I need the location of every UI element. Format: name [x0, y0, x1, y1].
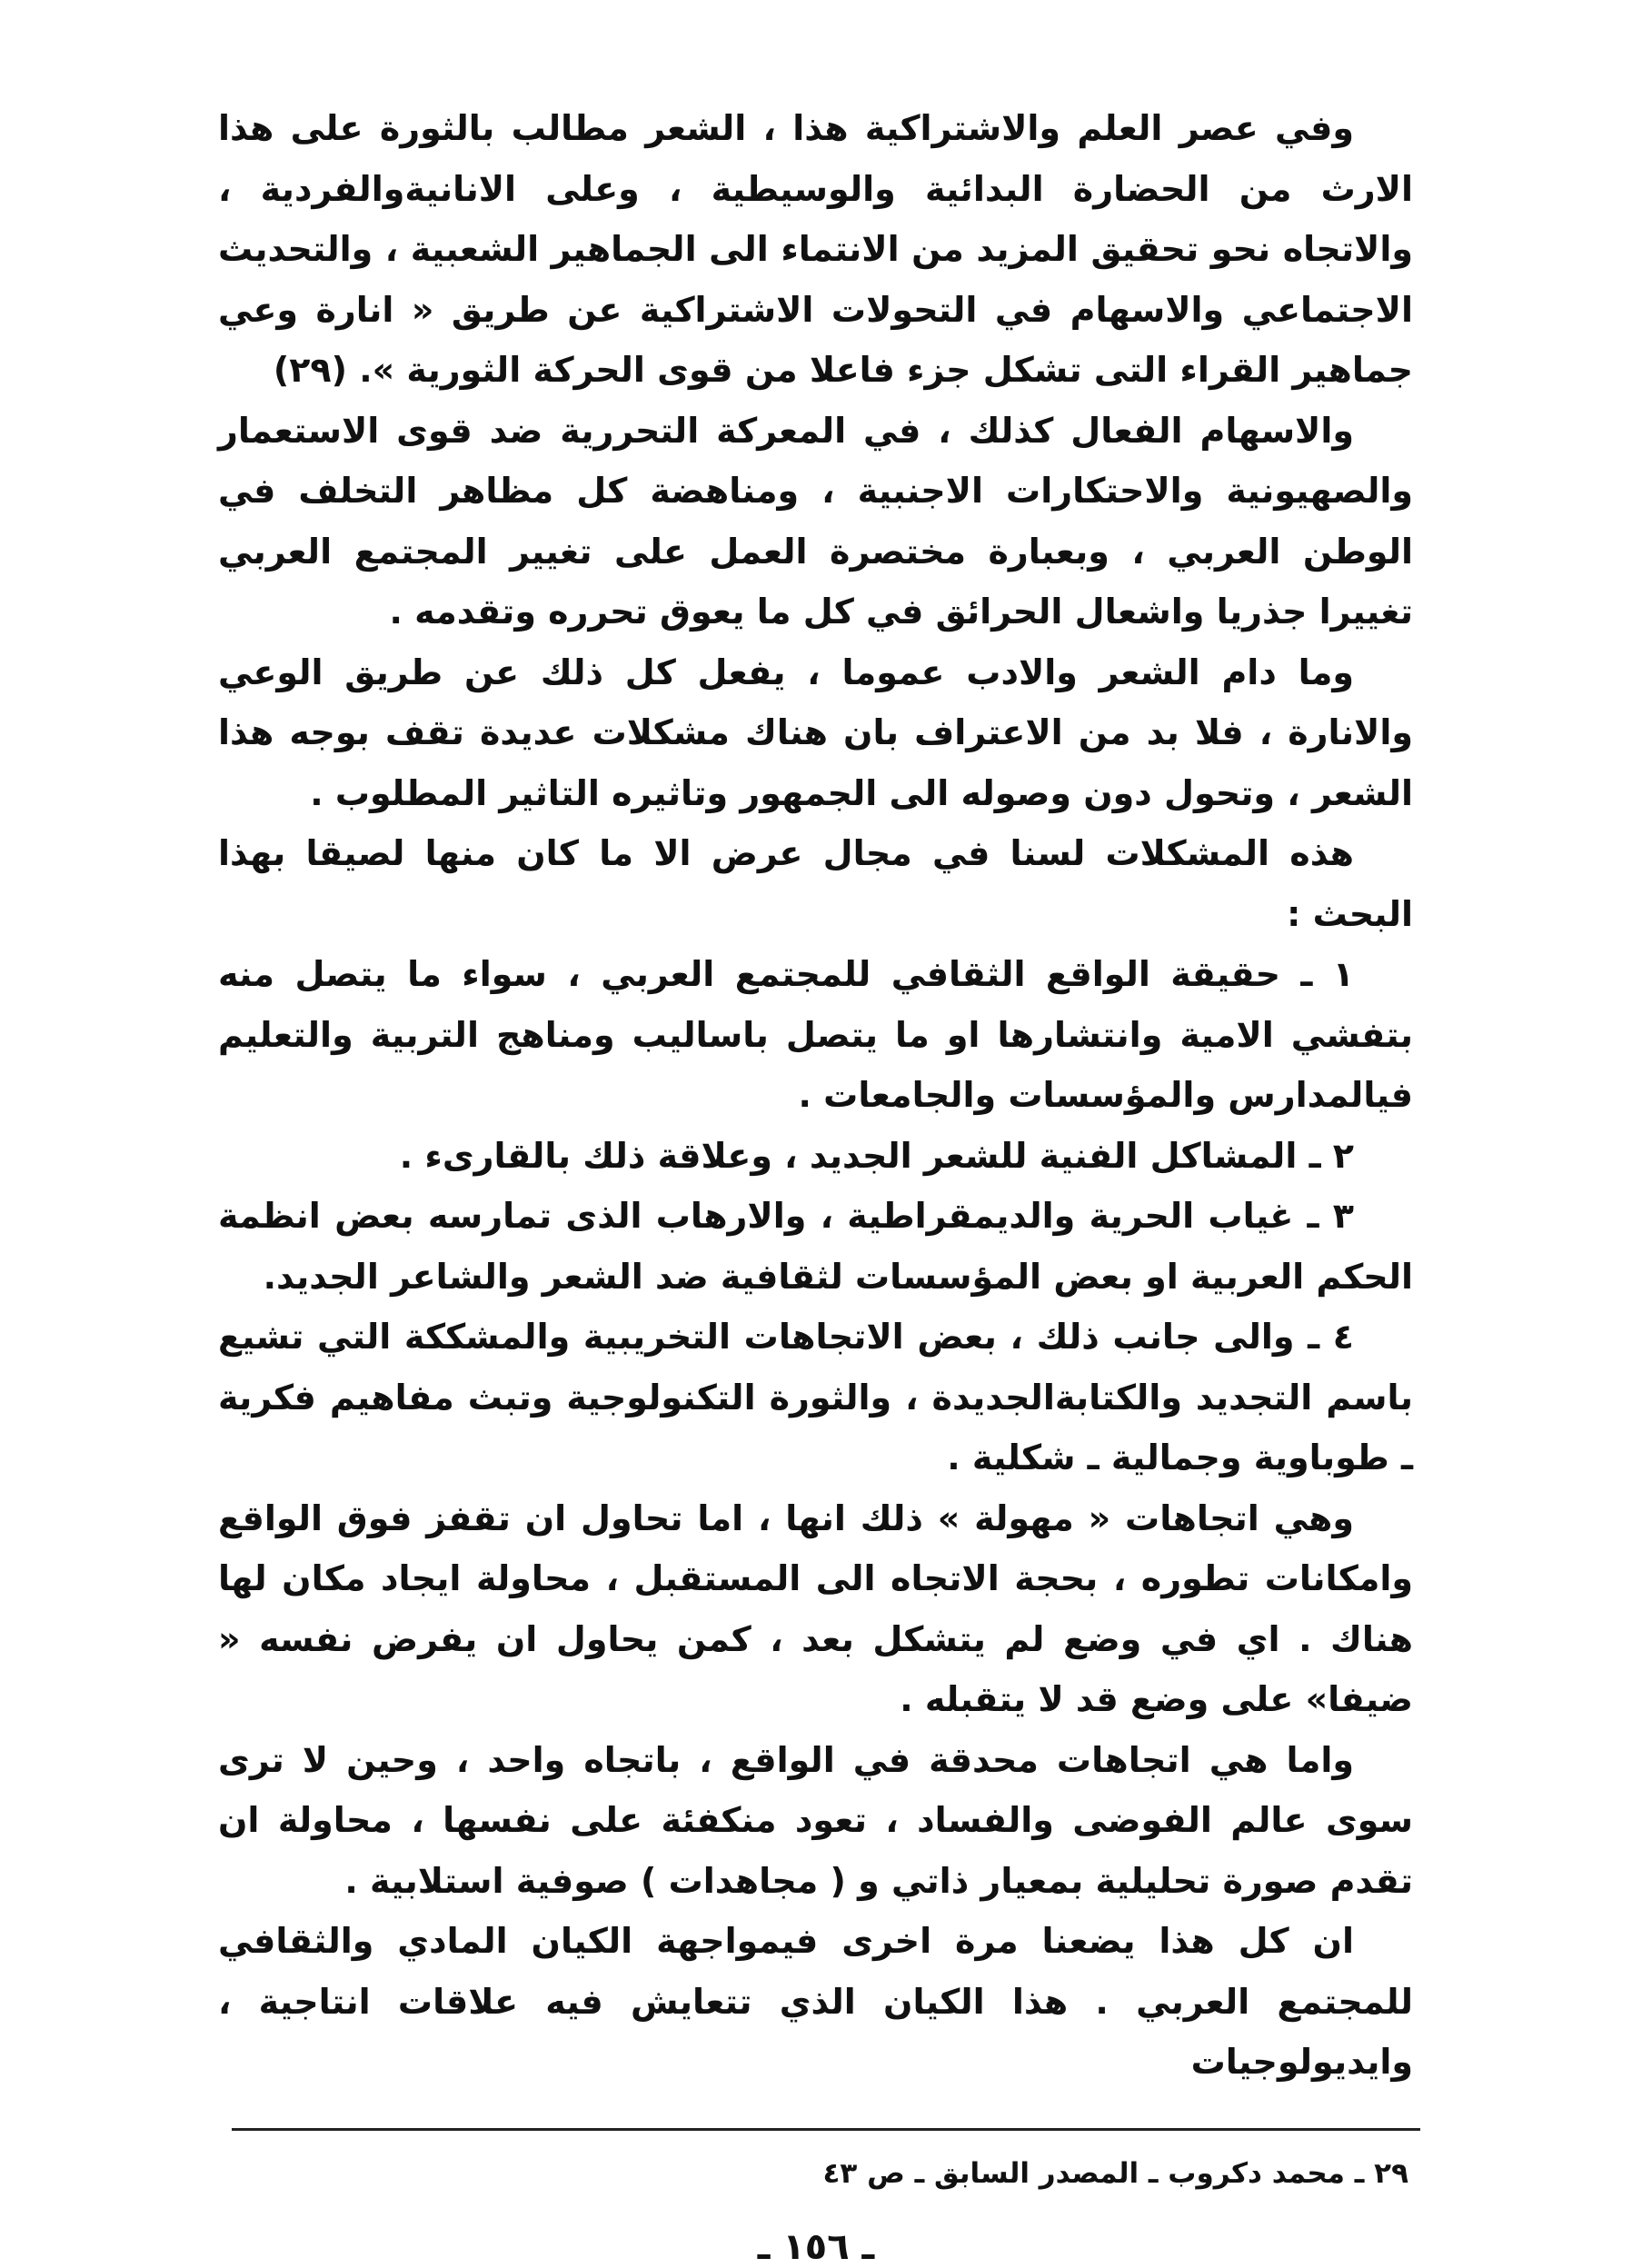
page-number: ـ ١٥٦ ـ — [757, 2226, 875, 2268]
paragraph-2: والاسهام الفعال كذلك ، في المعركة التحررية ضد قوى الاستعمار والصهيونية والاحتكارات الاجنبية ، ومناهضة كل مظاهر التخلف في الوطن العربي ، وبعبارة مختصرة العمل على تغيير المجتمع العربي تغييرا جذريا واشعال الحرائق في كل ما يعوق تحرره وتقدمه . — [218, 410, 1413, 632]
paragraph-7: ان كل هذا يضعنا مرة اخرى فيمواجهة الكيان المادي والثقافي للمجتمع العربي . هذا الكيان الذي تتعايش فيه علاقات انتاجية ، وايديولوجيات — [218, 1921, 1413, 2082]
list-item-4: ٤ ـ والى جانب ذلك ، بعض الاتجاهات التخريبية والمشككة التي تشيع باسم التجديد والكتابةالجديدة ، والثورة التكنولوجية وتبث مفاهيم فكرية ـ طوباوية وجمالية ـ شكلية . — [218, 1317, 1413, 1477]
paragraph-5: وهي اتجاهات « مهولة » ذلك انها ، اما تحاول ان تقفز فوق الواقع وامكانات تطوره ، بحجة الاتجاه الى المستقبل ، محاولة ايجاد مكان لها هناك . اي في وضع لم يتشكل بعد ، كمن يحاول ان يفرض نفسه « ضيفا» على وضع قد لا يتقبله . — [218, 1497, 1413, 1719]
list-item-2: ٢ ـ المشاكل الفنية للشعر الجديد ، وعلاقة ذلك بالقارىء . — [399, 1135, 1354, 1176]
main-text — [218, 98, 1413, 2093]
paragraph-1: وفي عصر العلم والاشتراكية هذا ، الشعر مطالب بالثورة على هذا الارث من الحضارة البدائية والوسيطية ، وعلى الانانيةوالفردية ، والاتجاه نحو تحقيق المزيد من الانتماء الى الجماهير الشعبية ، والتحديث الاجتماعي والاسهام في التحولات الاشتراكية عن طريق « انارة وعي جماهير القراء التى تشكل جزء فاعلا من قوى الحركة الثورية ». (٢٩) — [218, 108, 1413, 390]
list-item-3: ٣ ـ غياب الحرية والديمقراطية ، والارهاب الذى تمارسه بعض انظمة الحكم العربية او بعض المؤسسات لثقافية ضد الشعر والشاعر الجديد. — [218, 1196, 1413, 1297]
footnote: ٢٩ ـ محمد دكروب ـ المصدر السابق ـ ص ٤٣ — [822, 2157, 1408, 2190]
footnote-divider — [232, 2128, 1420, 2131]
list-item-1: ١ ـ حقيقة الواقع الثقافي للمجتمع العربي ، سواء ما يتصل منه بتفشي الامية وانتشارها او ما يتصل باساليب ومناهج التربية والتعليم فيالمدارس والمؤسسات والجامعات . — [218, 954, 1413, 1115]
paragraph-6: واما هي اتجاهات محدقة في الواقع ، باتجاه واحد ، وحين لا ترى سوى عالم الفوضى والفساد ، تعود منكفئة على نفسها ، محاولة ان تقدم صورة تحليلية بمعيار ذاتي و ( مجاهدات ) صوفية استلابية . — [218, 1739, 1413, 1901]
paragraph-4: هذه المشكلات لسنا في مجال عرض الا ما كان منها لصيقا بهذا البحث : — [218, 833, 1413, 934]
paragraph-3: وما دام الشعر والادب عموما ، يفعل كل ذلك عن طريق الوعي والانارة ، فلا بد من الاعتراف بان هناك مشكلات عديدة تقف بوجه هذا الشعر ، وتحول دون وصوله الى الجمهور وتاثيره التاثير المطلوب . — [218, 652, 1413, 813]
